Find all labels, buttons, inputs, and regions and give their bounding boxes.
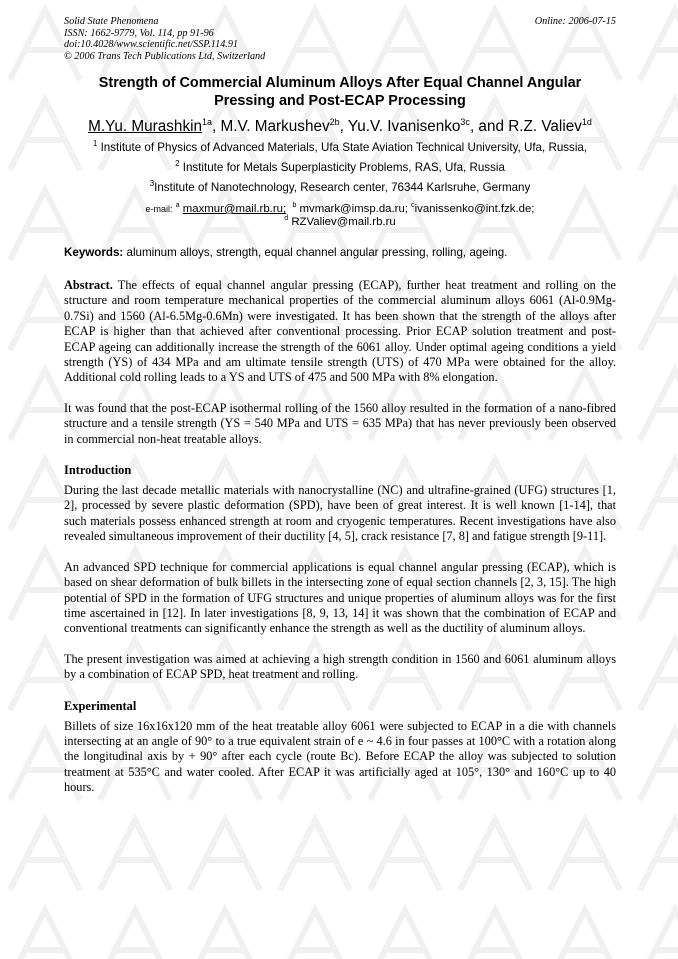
journal-header — [64, 16, 616, 66]
journal-name: Solid State Phenomena — [64, 16, 159, 27]
author-separator: , and — [469, 118, 509, 135]
author-name: M.V. Markushev — [220, 118, 330, 135]
doi: doi:10.4028/www.scientific.net/SSP.114.91 — [64, 39, 239, 50]
email-line-1 — [64, 203, 616, 216]
author-separator: , — [339, 118, 348, 135]
affiliation-text: Institute for Metals Superplasticity Problems, RAS, Ufa, Russia — [182, 161, 505, 174]
affiliation-2 — [64, 160, 616, 175]
section-heading-experimental: Experimental — [64, 698, 137, 713]
affiliation-sup: 3 — [149, 179, 155, 189]
email-sup: d — [284, 215, 289, 223]
journal-info — [64, 16, 616, 62]
affiliation-3 — [64, 180, 616, 195]
intro-paragraph-2: An advanced SPD technique for commercial applications is equal channel angular pressing (ECAP), which is based on shear deformation of bulk billets in the intersecting zone of equal section channels [2, 3, 15]. The high potential of SPD in the formation of UFG structures and unique properties of aluminum alloys was for the first time ascertained in [12]. In later investigations [8, 9, 13, 14] it was shown that the combination of ECAP and conventional treatments can significantly enhance the strength as well as the ductility of aluminum alloys. — [64, 559, 616, 636]
title-line-1: Strength of Commercial Aluminum Alloys After Equal Channel Angular — [98, 75, 582, 91]
author-separator: , — [212, 118, 221, 135]
email-sup: a — [175, 202, 180, 210]
affiliation-sup: 2 — [175, 159, 180, 169]
experimental-paragraph-1: Billets of size 16x16x120 mm of the heat treatable alloy 6061 were subjected to ECAP in a die with channels intersecting at an angle of 90° to a true equivalent strain of e ~ 4.6 in four passes at 100°C with a rotation along the longitudinal axis by + 90° after each cycle (route Bc). Before ECAP the alloy was subjected to solution treatment at 535°C and water cooled. After ECAP it was artificially aged at 105°, 130° and 160°C up to 40 hours. — [64, 718, 616, 795]
abstract-label: Abstract. — [64, 278, 113, 292]
author-list — [64, 117, 616, 136]
affiliation-text: Institute of Physics of Advanced Materials, Ufa State Aviation Technical University, Ufa, Russia, — [100, 141, 588, 154]
email-d: RZValiev@mail.rb.ru — [291, 216, 396, 228]
email-sup: b — [292, 202, 297, 210]
email-label: e-mail: — [145, 204, 173, 214]
email-block — [64, 203, 616, 229]
keywords-text: aluminum alloys, strength, equal channel angular pressing, rolling, ageing. — [123, 246, 508, 259]
author-sup: 1d — [581, 116, 592, 127]
author-sup: 1a — [202, 116, 213, 127]
title-line-2: Pressing and Post-ECAP Processing — [214, 93, 466, 109]
email-sup: c — [411, 202, 415, 210]
author-name[interactable]: M.Yu. Murashkin — [88, 118, 202, 135]
email-b: mvmark@imsp.da.ru; — [299, 203, 408, 215]
affiliation-1 — [64, 140, 616, 155]
abstract-paragraph-1 — [64, 278, 616, 386]
author-sup: 2b — [329, 116, 340, 127]
email-line-2 — [64, 216, 616, 229]
abstract-paragraph-2: It was found that the post-ECAP isothermal rolling of the 1560 alloy resulted in the formation of a nano-fibred structure and a tensile strength (YS = 540 MPa and UTS = 635 MPa) that has never previously been observed in commercial non-heat treatable alloys. — [64, 400, 616, 446]
keywords — [64, 246, 616, 260]
copyright: © 2006 Trans Tech Publications Ltd, Switzerland — [64, 50, 266, 62]
intro-paragraph-1: During the last decade metallic materials with nanocrystalline (NC) and ultrafine-grained (UFG) structures [1, 2], processed by severe plastic deformation (SPD), have been of great interest. It is well known [1-14], that such materials possess enhanced strength at room and cryogenic temperatures. Recent investigations have also revealed simultaneous improvement of their ductility [4, 5], crack resistance [7, 8] and fatigue strength [9-11]. — [64, 483, 616, 544]
online-date: Online: 2006-07-15 — [534, 16, 616, 27]
intro-paragraph-3: The present investigation was aimed at achieving a high strength condition in 1560 and 6061 aluminum alloys by a combination of ECAP SPD, heat treatment and rolling. — [64, 651, 616, 682]
keywords-label: Keywords: — [64, 246, 124, 259]
author-sup: 3c — [460, 116, 470, 127]
paper-page — [64, 16, 616, 811]
email-c: ivanissenko@int.fzk.de; — [414, 203, 535, 215]
section-heading-introduction: Introduction — [64, 463, 132, 478]
abstract-text-1: The effects of equal channel angular pressing (ECAP), further heat treatment and rolling on the structure and room temperature mechanical properties of the commercial aluminum alloys 6061 (Al-0.9Mg-0.7Si) and 1560 (Al-6.5Mg-0.6Mn) were investigated. It has been shown that the strength of the alloys after ECAP is higher than that achieved after conventional processing. Prior ECAP solution treatment and post-ECAP ageing can additionally increase the strength of the 6061 alloy. Under optimal ageing conditions a yield strength (YS) of 434 MPa and am ultimate tensile strength (UTS) of 470 MPa were obtained for the alloy. Additional cold rolling leads to a YS and UTS of 475 and 500 MPa with 8% elongation. — [64, 278, 616, 385]
affiliation-sup: 1 — [92, 139, 98, 149]
email-link-a[interactable]: maxmur@mail.rb.ru; — [182, 203, 287, 215]
author-name: R.Z. Valiev — [508, 118, 582, 135]
paper-title — [64, 74, 616, 110]
issn: ISSN: 1662-9779, Vol. 114, pp 91-96 — [64, 27, 214, 39]
affiliation-text: Institute of Nanotechnology, Research center, 76344 Karlsruhe, Germany — [154, 181, 531, 194]
author-name: Yu.V. Ivanisenko — [347, 118, 461, 135]
